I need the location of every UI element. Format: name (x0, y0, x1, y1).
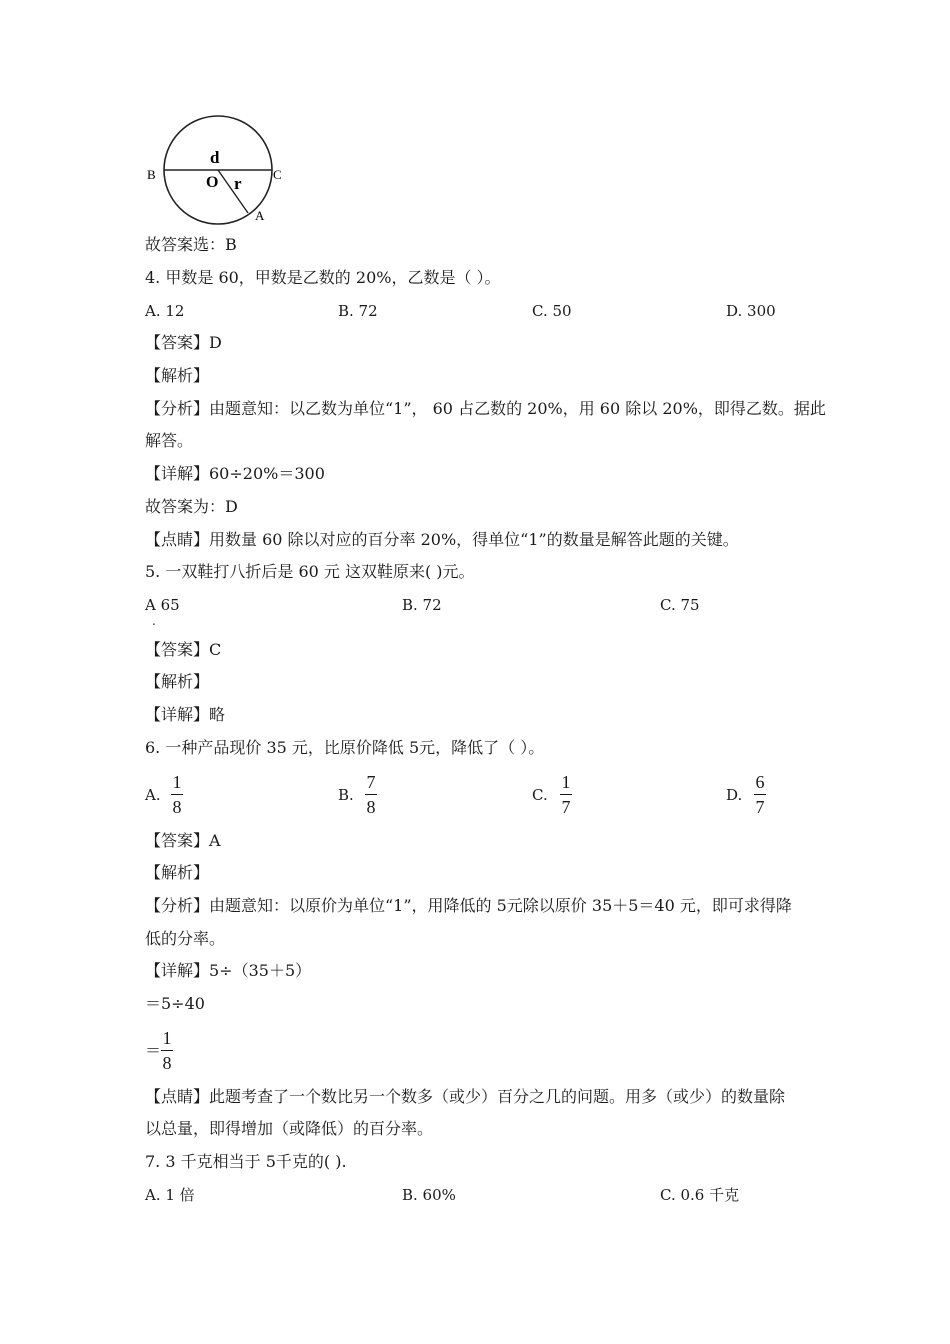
q5-option-b: B. 72 (402, 596, 442, 614)
q4-option-a: A. 12 (145, 302, 185, 320)
q5-detail: 【详解】略 (145, 705, 226, 724)
q6-option-c-denominator: 7 (561, 797, 571, 817)
q6-detail-line2: ＝5÷40 (145, 994, 205, 1013)
q6-analysis-line1: 【分析】由题意知：以原价为单位“1”，用降低的 5元除以原价 35＋5＝40 元，即可求得降 (145, 896, 792, 915)
q6-answer: 【答案】A (145, 831, 221, 850)
q6-option-a-numerator: 1 (172, 772, 182, 792)
q6-option-c-fraction (560, 772, 572, 817)
q7-option-c: C. 0.6 千克 (660, 1186, 740, 1204)
q6-option-d-denominator: 7 (755, 797, 765, 817)
q6-option-a-denominator: 8 (172, 797, 182, 817)
q5-stem: 5. 一双鞋打八折后是 60 元 这双鞋原来( )元。 (145, 562, 475, 581)
q6-stem: 6. 一种产品现价 35 元，比原价降低 5元，降低了（ ）。 (145, 738, 545, 757)
q4-option-c: C. 50 (532, 302, 572, 320)
q6-option-c-numerator: 1 (561, 772, 571, 792)
q6-option-a-fraction (171, 772, 183, 817)
q6-option-c-letter: C. (532, 786, 548, 804)
q3-conclusion: 故答案选：B (145, 235, 237, 254)
q4-option-d: D. 300 (726, 302, 776, 320)
q7-option-b: B. 60% (402, 1186, 456, 1204)
q4-analysis-title: 【解析】 (145, 366, 210, 385)
q6-option-d-letter: D. (726, 786, 743, 804)
fraction-bar (161, 1050, 173, 1051)
q6-option-d-fraction (754, 772, 766, 817)
label-c: C (273, 167, 282, 182)
q5-answer: 【答案】C (145, 640, 222, 659)
q6-option-b-fraction (365, 772, 377, 817)
q7-stem: 7. 3 千克相当于 5千克的( ). (145, 1152, 347, 1171)
q6-option-b-denominator: 8 (366, 797, 376, 817)
q4-comment: 【点睛】用数量 60 除以对应的百分率 20%，得单位“1”的数量是解答此题的关键。 (145, 530, 739, 549)
q4-detail: 【详解】60÷20%＝300 (145, 464, 325, 483)
q5-analysis-title: 【解析】 (145, 672, 210, 691)
q6-comment-line1: 【点睛】此题考查了一个数比另一个数多（或少）百分之几的问题。用多（或少）的数量除 (145, 1087, 786, 1106)
q6-detail-numerator: 1 (162, 1028, 172, 1048)
circle-figure (140, 115, 300, 230)
fraction-bar (754, 794, 766, 795)
q5-option-c: C. 75 (660, 596, 700, 614)
radius-line (218, 170, 248, 213)
label-b: B (147, 167, 156, 182)
label-o: O (206, 174, 219, 191)
q4-option-b: B. 72 (338, 302, 378, 320)
q6-option-d-numerator: 6 (755, 772, 765, 792)
q6-analysis-title: 【解析】 (145, 863, 210, 882)
q6-option-b-numerator: 7 (366, 772, 376, 792)
q4-analysis-line1: 【分析】由题意知：以乙数为单位“1”， 60 占乙数的 20%，用 60 除以 20%，即得乙数。据此 (145, 399, 826, 418)
label-a: A (255, 208, 265, 223)
label-d: d (210, 148, 220, 167)
q6-comment-line2: 以总量，即得增加（或降低）的百分率。 (145, 1119, 434, 1138)
label-r: r (234, 174, 242, 193)
q6-detail-line3-prefix: ＝ (145, 1041, 162, 1060)
q6-analysis-line2: 低的分率。 (145, 929, 226, 948)
q5-stray-dot: . (152, 614, 156, 628)
q6-detail-fraction (161, 1028, 173, 1073)
q5-option-a: A 65 (145, 596, 180, 614)
q4-stem: 4. 甲数是 60，甲数是乙数的 20%，乙数是（ ）。 (145, 268, 501, 287)
fraction-bar (171, 794, 183, 795)
q6-option-a-letter: A. (145, 786, 161, 804)
q4-answer: 【答案】D (145, 333, 222, 352)
q4-conclusion: 故答案为：D (145, 497, 238, 516)
q7-option-a: A. 1 倍 (145, 1186, 195, 1204)
fraction-bar (560, 794, 572, 795)
q6-option-b-letter: B. (338, 786, 354, 804)
fraction-bar (365, 794, 377, 795)
q6-detail-denominator: 8 (162, 1053, 172, 1073)
q4-analysis-line2: 解答。 (145, 431, 194, 450)
q6-detail-line1: 【详解】5÷（35＋5） (145, 961, 312, 980)
